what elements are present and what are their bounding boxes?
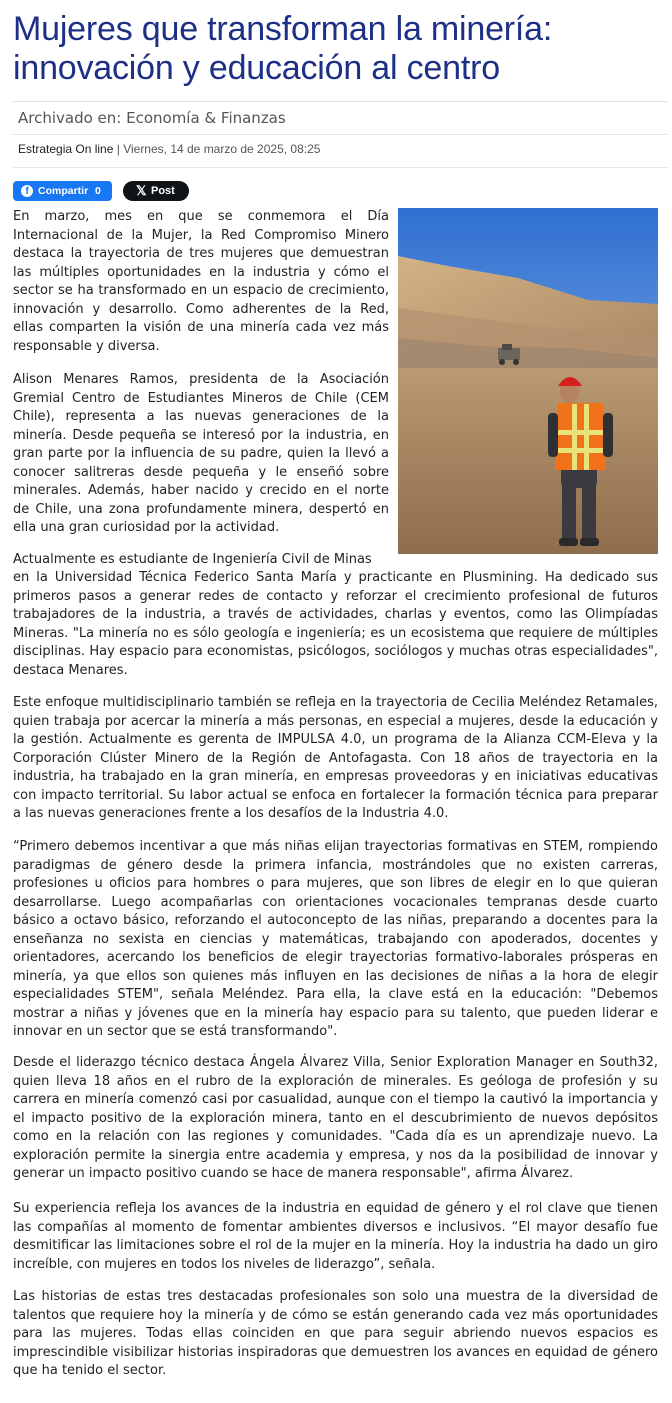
x-post-button[interactable] — [123, 181, 189, 201]
body-paragraph-1: En marzo, mes en que se conmemora el Día Internacional de la Mujer, la Red Compromiso Minero destaca la trayectoria de tres mujeres que demuestran las múltiples oportunidades en la industria y cómo el sector se ha transformado en un espacio de crecimiento, innovación y desarrollo. Como adherentes de la Red, ellas comparten la visión de una minería cada vez más responsable y diversa. — [13, 209, 389, 354]
archive-category[interactable]: Archivado en: Economía & Finanzas — [18, 109, 286, 127]
facebook-share-label: Compartir — [38, 185, 89, 197]
article-source: Estrategia On line — [18, 142, 114, 156]
body-paragraph-3b: en la Universidad Técnica Federico Santa María y practicante en Plusmining. Ha dedicado sus primeros pasos a generar redes de contacto y reforzar el crecimiento profesional de futuros trabajadores de la industria, a través de actividades, charlas y eventos, como las Olimpíadas Mineras. "La minería no es sólo geología e ingeniería; es un ecosistema que requiere de múltiples disciplinas. Hay espacio para economistas, psicólogos, sociólogos y muchas otras especialidades", destaca Menares. — [13, 570, 658, 678]
body-paragraph-5: “Primero debemos incentivar a que más niñas elijan trayectorias formativas en STEM, rompiendo paradigmas de género desde la primera infancia, mostrándoles que no existen carreras, profesiones u oficios para hombres o para mujeres, que son libres de elegir en lo que quieran desarrollarse. Luego acompañarlas con orientaciones vocacionales tempranas desde cuarto básico a octavo básico, reforzando el autoconcepto de las niñas, preparando a docentes para la enseñanza no sexista en ciencias y matemáticas, trabajando con apoderados, docentes y orientadores, acercando los beneficios de elegir trayectorias formativo-laborales prósperas en minería, ya que ellos son quienes más influyen en las decisiones de niñas a la hora de elegir especialidades STEM", señala Meléndez. Para ella, la clave está en la educación: "Debemos mostrar a niñas y jóvenes que en la minería hay espacio para su talento, que pueden liderar e innovar en un sector que se está transformando". — [13, 839, 658, 1039]
byline — [18, 142, 320, 156]
byline-separator: | — [113, 142, 124, 156]
x-post-label: Post — [151, 185, 175, 197]
facebook-share-count: 0 — [95, 185, 101, 197]
facebook-share-button[interactable] — [13, 181, 112, 201]
body-paragraph-8: Las historias de estas tres destacadas profesionales son solo una muestra de la diversidad de talentos que requiere hoy la minería y de cómo se están generando cada vez más oportunidades para las mujeres. Todas ellas coinciden en que para seguir abriendo nuevos espacios es imprescindible visibilizar historias inspiradoras que demuestren los avances en equidad de género que ha tenido el sector. — [13, 1289, 658, 1378]
article-photo — [398, 208, 658, 554]
archive-bar — [13, 101, 668, 135]
body-paragraph-4: Este enfoque multidisciplinario también se refleja en la trayectoria de Cecilia Meléndez Retamales, quien trabaja por acercar la minería a más personas, en especial a mujeres, desde la educación y la gestión. Actualmente es gerenta de IMPULSA 4.0, un programa de la Alianza CCM-Eleva y la Corporación Clúster Minero de la Región de Antofagasta. Con 18 años de trayectoria en la industria, ha trabajado en la gran minería, en empresas proveedoras y en iniciativas educativas con impacto territorial. Su labor actual se enfoca en fortalecer la formación técnica para preparar a las nuevas generaciones frente a los desafíos de la Industria 4.0. — [13, 695, 658, 821]
body-paragraph-2: Alison Menares Ramos, presidenta de la Asociación Gremial Centro de Estudiantes Mineros de Chile (CEM Chile), representa a las nuevas generaciones de la minería. Desde pequeña se interesó por la industria, en gran parte por la influencia de su padre, quien la llevó a conocer salitreras desde pequeña y le enseñó sobre minerales. Además, haber nacido y crecido en el norte de Chile, una zona profundamente minera, despertó en ella una gran curiosidad por la actividad. — [13, 372, 389, 535]
facebook-icon: f — [21, 185, 33, 197]
x-logo-icon: 𝕏 — [136, 183, 147, 198]
article-title: Mujeres que transforman la minería: innovación y educación al centro — [13, 10, 553, 87]
article-date: Viernes, 14 de marzo de 2025, 08:25 — [123, 142, 321, 156]
body-paragraph-3a: Actualmente es estudiante de Ingeniería Civil de Minas — [13, 552, 372, 567]
body-paragraph-7: Su experiencia refleja los avances de la industria en equidad de género y el rol clave que tienen las compañías al momento de fomentar ambientes diversos e inclusivos. “El mayor desafío fue desmitificar las limitaciones sobre el rol de la mujer en la minería. Hoy la industria ha dado un giro increíble, con mujeres en todos los niveles de liderazgo”, señala. — [13, 1201, 658, 1272]
body-paragraph-6: Desde el liderazgo técnico destaca Ángela Álvarez Villa, Senior Exploration Manager en South32, quien lleva 18 años en el rubro de la exploración de minerales. Es geóloga de profesión y su carrera en minería comenzó casi por casualidad, aunque con el tiempo la cautivó la importancia y el impacto positivo de la exploración minera, tanto en el descubrimiento de nuevos depósitos como en la relación con las regiones y comunidades. "Cada día es un aprendizaje nuevo. La exploración permite la sinergia entre academia y empresa, y nos da la posibilidad de innovar y generar un impacto positivo cuando se hace de manera responsable", afirma Álvarez. — [13, 1055, 658, 1181]
divider — [13, 167, 668, 168]
